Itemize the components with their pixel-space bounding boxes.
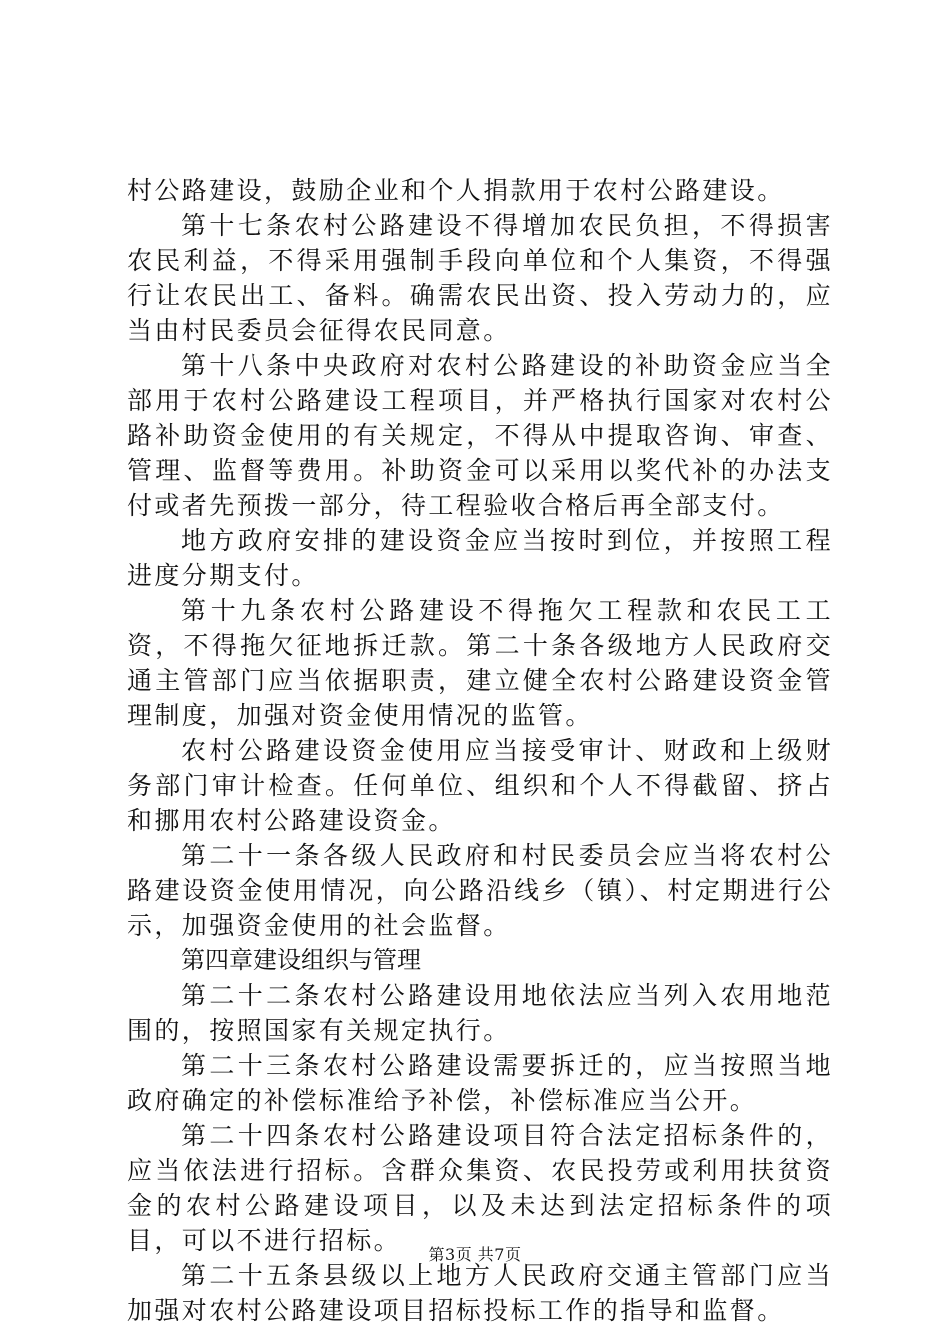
paragraph-continuation: 村公路建设，鼓励企业和个人捐款用于农村公路建设。 <box>127 176 785 205</box>
paragraph-article-18: 第十八条中央政府对农村公路建设的补助资金应当全部用于农村公路建设工程项目，并严格执行国家对农村公路补助资金使用的有关规定，不得从中提取咨询、审查、管理、监督等费用。补助资金可以采用以奖代补的办法支付或者先预拨一部分，待工程验收合格后再全部支付。 <box>127 351 833 520</box>
paragraph-audit: 农村公路建设资金使用应当接受审计、财政和上级财务部门审计检查。任何单位、组织和个人不得截留、挤占和挪用农村公路建设资金。 <box>127 736 833 835</box>
paragraph-local-funds: 地方政府安排的建设资金应当按时到位，并按照工程进度分期支付。 <box>127 526 833 590</box>
paragraph-article-25: 第二十五条县级以上地方人民政府交通主管部门应当加强对农村公路建设项目招标投标工作的指导和监督。 <box>127 1261 833 1325</box>
chapter-heading: 第四章建设组织与管理 <box>181 946 421 974</box>
paragraph-article-21: 第二十一条各级人民政府和村民委员会应当将农村公路建设资金使用情况，向公路沿线乡（镇）、村定期进行公示，加强资金使用的社会监督。 <box>127 841 833 940</box>
paragraph-article-22: 第二十二条农村公路建设用地依法应当列入农用地范围的，按照国家有关规定执行。 <box>127 981 833 1045</box>
paragraph-article-23: 第二十三条农村公路建设需要拆迁的，应当按照当地政府确定的补偿标准给予补偿，补偿标准应当公开。 <box>127 1051 833 1115</box>
paragraph-article-19-20: 第十九条农村公路建设不得拖欠工程款和农民工工资，不得拖欠征地拆迁款。第二十条各级地方人民政府交通主管部门应当依据职责，建立健全农村公路建设资金管理制度，加强对资金使用情况的监管。 <box>127 596 833 730</box>
page-number-footer: 第3页 共7页 <box>428 1245 522 1264</box>
paragraph-article-24: 第二十四条农村公路建设项目符合法定招标条件的，应当依法进行招标。含群众集资、农民投劳或利用扶贫资金的农村公路建设项目，以及未达到法定招标条件的项目，可以不进行招标。 <box>127 1121 833 1255</box>
paragraph-article-17: 第十七条农村公路建设不得增加农民负担，不得损害农民利益，不得采用强制手段向单位和个人集资，不得强行让农民出工、备料。确需农民出资、投入劳动力的，应当由村民委员会征得农民同意。 <box>127 211 833 345</box>
document-body <box>127 173 833 1328</box>
